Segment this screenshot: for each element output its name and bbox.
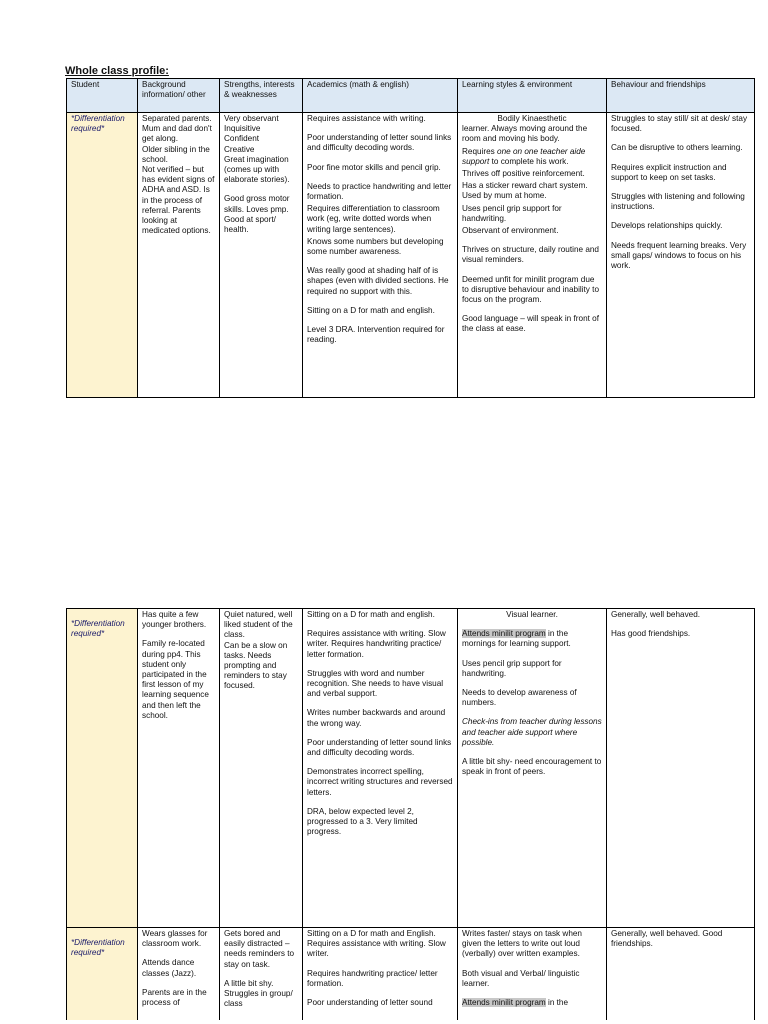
academics-note: Knows some numbers but developing some number awareness. [307, 236, 444, 257]
strengths-cell [220, 928, 303, 1021]
learning-note: Thrives off positive reinforcement. [462, 169, 585, 179]
learning-note: Has a sticker reward chart system. Used by mum at home. [462, 181, 588, 201]
academics-note: Requires differentiation to classroom work (eg, write dotted words when writing large sentences). [307, 204, 440, 234]
behaviour-note: Needs frequent learning breaks. Very small gaps/ windows to focus on his work. [611, 240, 747, 271]
strengths-text: A little bit shy. Struggles in group/ class [224, 978, 293, 1009]
behaviour-note: Generally, well behaved. [611, 610, 701, 619]
header-row [67, 79, 755, 113]
behaviour-note: Develops relationships quickly. [611, 221, 723, 231]
minilit-highlight: Attends minilit program [462, 998, 546, 1008]
learning-note: Good language – will speak in front of the class at ease. [462, 314, 600, 334]
background-text: Parents are in the process of [142, 987, 207, 1008]
differentiation-tag: *Differentiation required* [71, 114, 125, 134]
academics-note: Writes number backwards and around the wrong way. [307, 708, 446, 728]
student-cell [67, 928, 138, 1021]
page-title: Whole class profile: [65, 65, 169, 77]
learning-note: Both visual and Verbal/ linguistic learner. [462, 968, 580, 988]
background-text: Separated parents. Mum and dad don't get along. Older sibling in the school. Not verified – but has evident signs of ADHA and ASD. Is in the process of referral. Parents looking at medicated options. [142, 114, 215, 236]
academics-note: Poor understanding of letter sound links and difficulty decoding words. [307, 737, 452, 758]
learning-cell [458, 928, 607, 1021]
differentiation-tag: *Differentiation required* [71, 619, 125, 639]
learning-note: Uses pencil grip support for handwriting. [462, 658, 562, 678]
background-cell [138, 928, 220, 1021]
background-text: Has quite a few younger brothers. [142, 610, 207, 630]
learning-note: Bodily Kinaesthetic [497, 114, 567, 123]
header-strengths: Strengths, interests & weaknesses [220, 79, 303, 113]
class-profile-table-continued [66, 608, 755, 1020]
header-behaviour: Behaviour and friendships [607, 79, 755, 113]
behaviour-note: Struggles with listening and following instructions. [611, 192, 745, 212]
academics-note: Requires assistance with writing. [307, 114, 426, 123]
academics-note: Poor understanding of letter sound links and difficulty decoding words. [307, 133, 452, 153]
behaviour-cell [607, 113, 755, 398]
academics-note: Demonstrates incorrect spelling, incorrect writing structures and reversed letters. [307, 767, 453, 797]
strengths-text: Gets bored and easily distracted – needs reminders to stay on task. [224, 929, 295, 969]
academics-note: Sitting on a D for math and english. [307, 610, 435, 619]
learning-note: Deemed unfit for minilit program due to disruptive behaviour and inability to focus on the program. [462, 274, 599, 305]
learning-note: Attends minilit program in the mornings for learning support. [462, 629, 571, 649]
behaviour-note: Has good friendships. [611, 629, 691, 639]
learning-note: learner. Always moving around the room and moving his body. [462, 124, 588, 144]
class-profile-table [66, 78, 755, 398]
academics-cell [303, 113, 458, 398]
student-cell [67, 609, 138, 928]
table-row [67, 928, 755, 1021]
behaviour-note: Generally, well behaved. Good friendships. [611, 929, 723, 949]
learning-note: Needs to develop awareness of numbers. [462, 688, 577, 708]
learning-note: Check-ins from teacher during lessons and teacher aide support where possible. [462, 717, 602, 747]
academics-note: Needs to practice handwriting and letter formation. [307, 181, 452, 202]
behaviour-cell [607, 928, 755, 1021]
academics-note: Poor understanding of letter sound [307, 998, 433, 1008]
learning-note: Thrives on structure, daily routine and visual reminders. [462, 245, 599, 265]
academics-note: Sitting on a D for math and english. [307, 305, 435, 315]
academics-note: Struggles with word and number recognition. She needs to have visual and verbal support. [307, 668, 444, 699]
differentiation-tag: *Differentiation required* [71, 938, 125, 958]
minilit-highlight: Attends minilit program [462, 629, 546, 639]
learning-note: Requires one on one teacher aide support to complete his work. [462, 146, 586, 166]
header-learning: Learning styles & environment [458, 79, 607, 113]
header-academics: Academics (math & english) [303, 79, 458, 113]
learning-cell [458, 609, 607, 928]
strengths-cell [220, 609, 303, 928]
table-row [67, 113, 755, 398]
strengths-text: Quiet natured, well liked student of the class. Can be a slow on tasks. Needs prompting and reminders to stay focused. [224, 610, 293, 691]
academics-note: Poor fine motor skills and pencil grip. [307, 162, 441, 172]
header-background: Background information/ other [138, 79, 220, 113]
behaviour-cell [607, 609, 755, 928]
strengths-cell [220, 113, 303, 398]
behaviour-note: Can be disruptive to others learning. [611, 143, 743, 153]
academics-note: Requires assistance with writing. Slow writer. Requires handwriting practice/ letter formation. [307, 629, 446, 659]
academics-note: DRA, below expected level 2, progressed to a 3. Very limited progress. [307, 806, 418, 837]
table-row [67, 609, 755, 928]
academics-cell [303, 609, 458, 928]
background-text: Wears glasses for classroom work. [142, 929, 208, 949]
learning-note: Uses pencil grip support for handwriting. [462, 203, 562, 223]
learning-note: Visual learner. [506, 610, 558, 619]
learning-note: Observant of environment. [462, 226, 559, 236]
learning-note: Writes faster/ stays on task when given the letters to write out loud (verbally) over written examples. [462, 929, 582, 959]
learning-note: Attends minilit program in the [462, 998, 569, 1008]
strengths-text: Very observant Inquisitive Confident Creative Great imagination (comes up with elaborate stories). [224, 114, 290, 185]
header-student: Student [67, 79, 138, 113]
background-cell [138, 609, 220, 928]
academics-note: Sitting on a D for math and English. Requires assistance with writing. Slow writer. [307, 929, 446, 959]
background-cell [138, 113, 220, 398]
student-cell [67, 113, 138, 398]
academics-note: Requires handwriting practice/ letter formation. [307, 968, 438, 988]
behaviour-note: Struggles to stay still/ sit at desk/ stay focused. [611, 114, 748, 134]
background-text: Family re-located during pp4. This student only participated in the first lesson of my learning sequence and then left the school. [142, 639, 209, 720]
background-text: Attends dance classes (Jazz). [142, 958, 197, 978]
academics-cell [303, 928, 458, 1021]
learning-note: A little bit shy- need encouragement to speak in front of peers. [462, 757, 602, 777]
strengths-text: Good gross motor skills. Loves pmp. Good at sport/ health. [224, 194, 290, 235]
academics-note: Was really good at shading half of is shapes (even with divided sections. He required no support with this. [307, 266, 449, 296]
behaviour-note: Requires explicit instruction and support to keep on set tasks. [611, 162, 727, 182]
learning-cell [458, 113, 607, 398]
academics-note: Level 3 DRA. Intervention required for reading. [307, 325, 445, 345]
